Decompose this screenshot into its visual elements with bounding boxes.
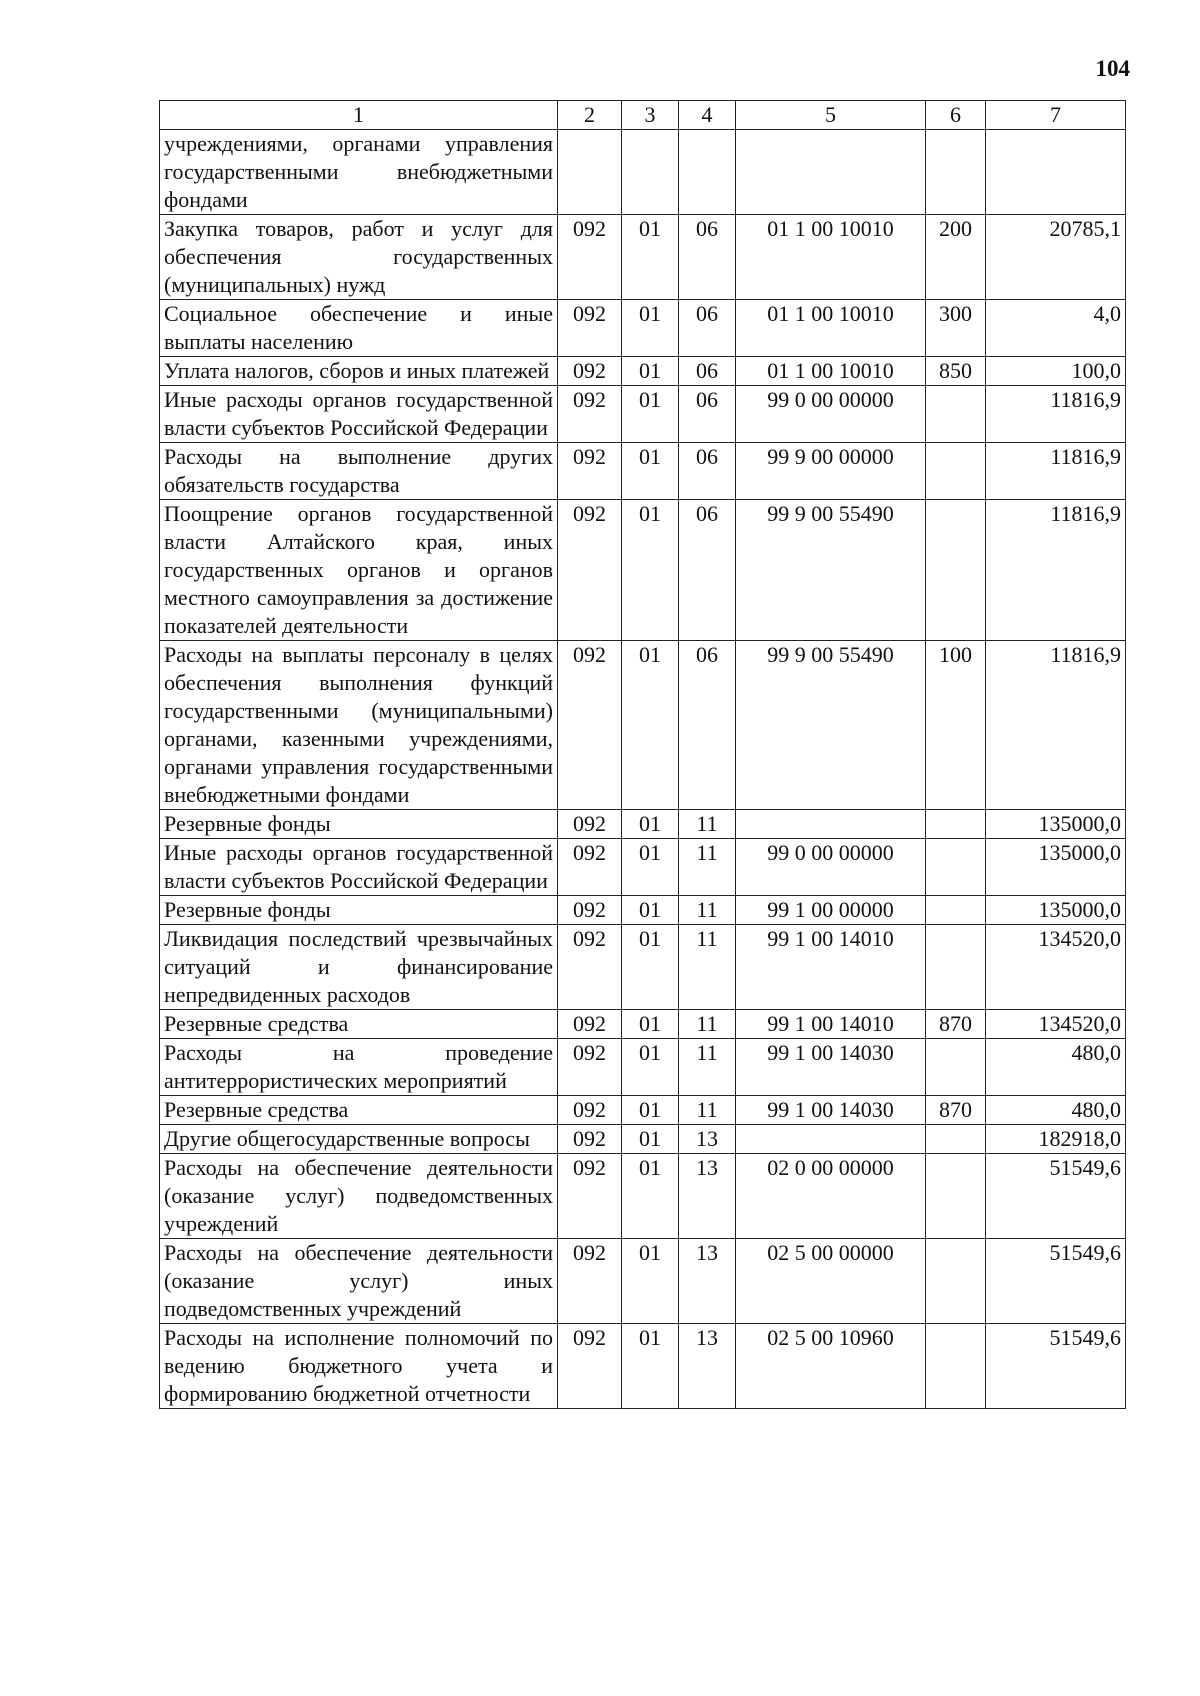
expense-type-cell	[926, 896, 986, 925]
section-code-cell: 01	[622, 357, 679, 386]
subsection-code-cell: 06	[679, 300, 736, 357]
amount-cell: 135000,0	[986, 896, 1126, 925]
expense-name-cell: Резервные средства	[160, 1010, 558, 1039]
amount-cell: 134520,0	[986, 1010, 1126, 1039]
ministry-code-cell	[558, 130, 622, 215]
section-code-cell: 01	[622, 1125, 679, 1154]
target-article-cell: 02 0 00 00000	[736, 1154, 926, 1239]
amount-cell: 182918,0	[986, 1125, 1126, 1154]
subsection-code-cell: 11	[679, 810, 736, 839]
ministry-code-cell: 092	[558, 925, 622, 1010]
target-article-cell: 99 9 00 55490	[736, 641, 926, 810]
expense-type-cell: 100	[926, 641, 986, 810]
expense-type-cell: 870	[926, 1096, 986, 1125]
section-code-cell: 01	[622, 925, 679, 1010]
subsection-code-cell: 06	[679, 641, 736, 810]
column-number-row	[160, 101, 1126, 130]
section-code-cell: 01	[622, 1239, 679, 1324]
section-code-cell: 01	[622, 839, 679, 896]
section-code-cell: 01	[622, 500, 679, 641]
expense-name-cell: Поощрение органов государственной власти Алтайского края, иных государственных органов и органов местного самоуправления за достижение показателей деятельности	[160, 500, 558, 641]
subsection-code-cell: 06	[679, 443, 736, 500]
target-article-cell: 99 1 00 14030	[736, 1039, 926, 1096]
expense-name-cell: Социальное обеспечение и иные выплаты населению	[160, 300, 558, 357]
expense-name-cell: Расходы на выплаты персоналу в целях обеспечения выполнения функций государственными (муниципальными) органами, казенными учреждениями, органами управления государственными внебюджетными фондами	[160, 641, 558, 810]
table-row	[160, 1154, 1126, 1239]
ministry-code-cell: 092	[558, 896, 622, 925]
section-code-cell	[622, 130, 679, 215]
ministry-code-cell: 092	[558, 300, 622, 357]
target-article-cell: 99 9 00 55490	[736, 500, 926, 641]
target-article-cell: 99 1 00 14030	[736, 1096, 926, 1125]
expense-type-cell: 870	[926, 1010, 986, 1039]
column-header: 1	[160, 101, 558, 130]
amount-cell: 11816,9	[986, 641, 1126, 810]
amount-cell: 134520,0	[986, 925, 1126, 1010]
column-header: 5	[736, 101, 926, 130]
expense-type-cell	[926, 130, 986, 215]
section-code-cell: 01	[622, 1096, 679, 1125]
target-article-cell: 99 0 00 00000	[736, 839, 926, 896]
expense-type-cell	[926, 500, 986, 641]
amount-cell: 480,0	[986, 1096, 1126, 1125]
subsection-code-cell: 06	[679, 215, 736, 300]
section-code-cell: 01	[622, 386, 679, 443]
section-code-cell: 01	[622, 1154, 679, 1239]
expense-name-cell: Уплата налогов, сборов и иных платежей	[160, 357, 558, 386]
amount-cell	[986, 130, 1126, 215]
amount-cell: 51549,6	[986, 1324, 1126, 1409]
subsection-code-cell: 13	[679, 1239, 736, 1324]
ministry-code-cell: 092	[558, 1096, 622, 1125]
section-code-cell: 01	[622, 1039, 679, 1096]
expense-name-cell: Закупка товаров, работ и услуг для обеспечения государственных (муниципальных) нужд	[160, 215, 558, 300]
table-row	[160, 896, 1126, 925]
amount-cell: 11816,9	[986, 386, 1126, 443]
ministry-code-cell: 092	[558, 500, 622, 641]
expense-name-cell: Ликвидация последствий чрезвычайных ситуаций и финансирование непредвиденных расходов	[160, 925, 558, 1010]
expense-type-cell	[926, 1239, 986, 1324]
section-code-cell: 01	[622, 1010, 679, 1039]
table-row	[160, 357, 1126, 386]
column-header: 6	[926, 101, 986, 130]
expense-name-cell: учреждениями, органами управления государственными внебюджетными фондами	[160, 130, 558, 215]
target-article-cell: 99 9 00 00000	[736, 443, 926, 500]
expense-name-cell: Иные расходы органов государственной власти субъектов Российской Федерации	[160, 386, 558, 443]
table-row	[160, 443, 1126, 500]
column-header: 3	[622, 101, 679, 130]
subsection-code-cell: 11	[679, 1010, 736, 1039]
subsection-code-cell: 06	[679, 357, 736, 386]
ministry-code-cell: 092	[558, 1039, 622, 1096]
expense-name-cell: Резервные фонды	[160, 810, 558, 839]
ministry-code-cell: 092	[558, 443, 622, 500]
column-header: 4	[679, 101, 736, 130]
expense-name-cell: Расходы на выполнение других обязательств государства	[160, 443, 558, 500]
ministry-code-cell: 092	[558, 839, 622, 896]
target-article-cell: 99 1 00 00000	[736, 896, 926, 925]
target-article-cell: 99 1 00 14010	[736, 925, 926, 1010]
ministry-code-cell: 092	[558, 1125, 622, 1154]
section-code-cell: 01	[622, 443, 679, 500]
expense-type-cell	[926, 1324, 986, 1409]
amount-cell: 135000,0	[986, 810, 1126, 839]
table-row	[160, 925, 1126, 1010]
amount-cell: 51549,6	[986, 1154, 1126, 1239]
section-code-cell: 01	[622, 1324, 679, 1409]
expense-type-cell	[926, 839, 986, 896]
amount-cell: 480,0	[986, 1039, 1126, 1096]
page-number: 104	[1095, 56, 1130, 81]
budget-table	[159, 100, 1126, 1409]
expense-name-cell: Расходы на обеспечение деятельности (оказание услуг) иных подведомственных учреждений	[160, 1239, 558, 1324]
table-row	[160, 300, 1126, 357]
section-code-cell: 01	[622, 300, 679, 357]
table-row	[160, 1125, 1126, 1154]
expense-type-cell	[926, 1125, 986, 1154]
table-row	[160, 1239, 1126, 1324]
table-row	[160, 1010, 1126, 1039]
ministry-code-cell: 092	[558, 357, 622, 386]
table-row	[160, 215, 1126, 300]
section-code-cell: 01	[622, 810, 679, 839]
expense-type-cell	[926, 443, 986, 500]
subsection-code-cell: 06	[679, 500, 736, 641]
subsection-code-cell: 13	[679, 1125, 736, 1154]
table-row	[160, 1096, 1126, 1125]
amount-cell: 11816,9	[986, 500, 1126, 641]
subsection-code-cell: 06	[679, 386, 736, 443]
amount-cell: 51549,6	[986, 1239, 1126, 1324]
table-row	[160, 810, 1126, 839]
expense-name-cell: Резервные фонды	[160, 896, 558, 925]
target-article-cell: 01 1 00 10010	[736, 357, 926, 386]
expense-type-cell	[926, 1039, 986, 1096]
table-row	[160, 130, 1126, 215]
target-article-cell	[736, 1125, 926, 1154]
subsection-code-cell: 11	[679, 896, 736, 925]
expense-type-cell	[926, 386, 986, 443]
subsection-code-cell: 13	[679, 1154, 736, 1239]
table-body	[160, 130, 1126, 1409]
ministry-code-cell: 092	[558, 641, 622, 810]
amount-cell: 11816,9	[986, 443, 1126, 500]
ministry-code-cell: 092	[558, 386, 622, 443]
expense-type-cell	[926, 1154, 986, 1239]
ministry-code-cell: 092	[558, 1239, 622, 1324]
target-article-cell: 02 5 00 00000	[736, 1239, 926, 1324]
ministry-code-cell: 092	[558, 215, 622, 300]
column-header: 2	[558, 101, 622, 130]
expense-name-cell: Иные расходы органов государственной власти субъектов Российской Федерации	[160, 839, 558, 896]
subsection-code-cell	[679, 130, 736, 215]
amount-cell: 135000,0	[986, 839, 1126, 896]
expense-name-cell: Расходы на обеспечение деятельности (оказание услуг) подведомственных учреждений	[160, 1154, 558, 1239]
expense-name-cell: Расходы на проведение антитеррористических мероприятий	[160, 1039, 558, 1096]
target-article-cell: 01 1 00 10010	[736, 215, 926, 300]
section-code-cell: 01	[622, 641, 679, 810]
subsection-code-cell: 13	[679, 1324, 736, 1409]
expense-type-cell: 850	[926, 357, 986, 386]
target-article-cell: 01 1 00 10010	[736, 300, 926, 357]
ministry-code-cell: 092	[558, 1154, 622, 1239]
amount-cell: 100,0	[986, 357, 1126, 386]
expense-type-cell	[926, 925, 986, 1010]
ministry-code-cell: 092	[558, 1324, 622, 1409]
expense-type-cell: 300	[926, 300, 986, 357]
target-article-cell: 02 5 00 10960	[736, 1324, 926, 1409]
amount-cell: 4,0	[986, 300, 1126, 357]
target-article-cell: 99 0 00 00000	[736, 386, 926, 443]
column-header: 7	[986, 101, 1126, 130]
subsection-code-cell: 11	[679, 1039, 736, 1096]
subsection-code-cell: 11	[679, 1096, 736, 1125]
expense-type-cell	[926, 810, 986, 839]
subsection-code-cell: 11	[679, 925, 736, 1010]
table-row	[160, 1039, 1126, 1096]
expense-type-cell: 200	[926, 215, 986, 300]
target-article-cell: 99 1 00 14010	[736, 1010, 926, 1039]
section-code-cell: 01	[622, 896, 679, 925]
table-row	[160, 839, 1126, 896]
amount-cell: 20785,1	[986, 215, 1126, 300]
table-row	[160, 641, 1126, 810]
table-row	[160, 500, 1126, 641]
section-code-cell: 01	[622, 215, 679, 300]
expense-name-cell: Другие общегосударственные вопросы	[160, 1125, 558, 1154]
expense-name-cell: Расходы на исполнение полномочий по ведению бюджетного учета и формированию бюджетной отчетности	[160, 1324, 558, 1409]
ministry-code-cell: 092	[558, 1010, 622, 1039]
table-row	[160, 1324, 1126, 1409]
target-article-cell	[736, 810, 926, 839]
table-row	[160, 386, 1126, 443]
expense-name-cell: Резервные средства	[160, 1096, 558, 1125]
ministry-code-cell: 092	[558, 810, 622, 839]
subsection-code-cell: 11	[679, 839, 736, 896]
target-article-cell	[736, 130, 926, 215]
